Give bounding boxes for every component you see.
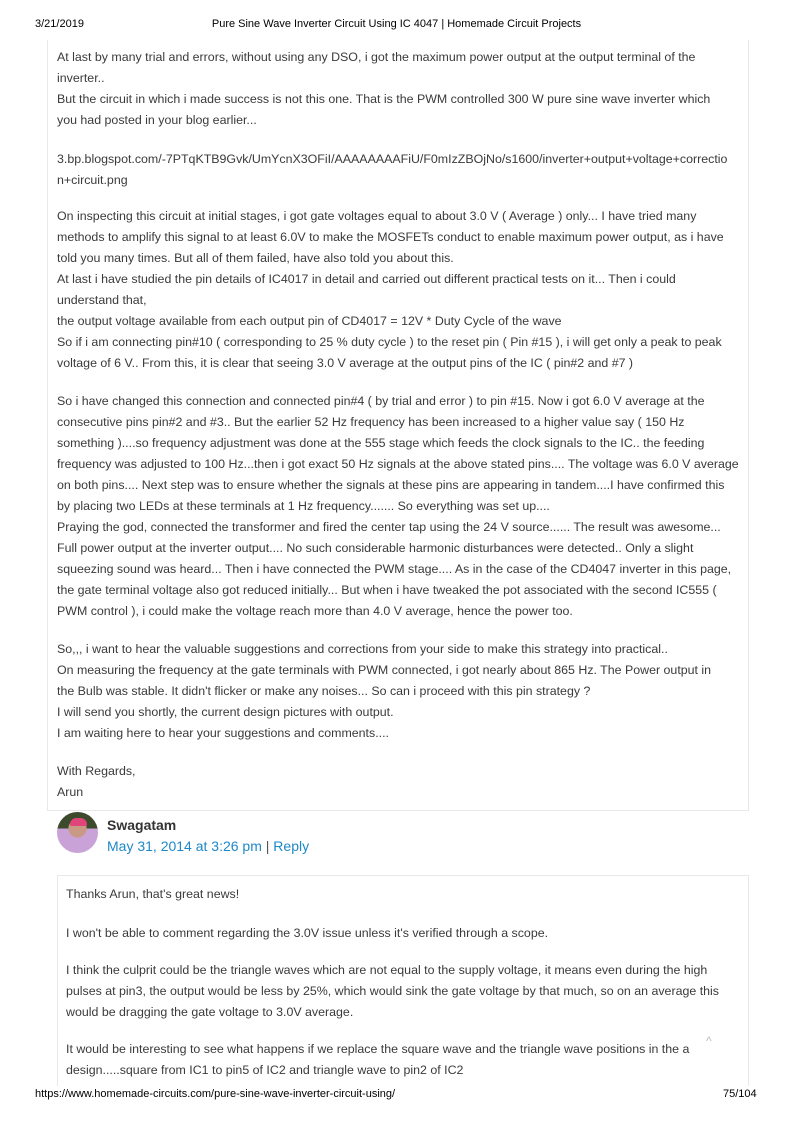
text-line: on both pins.... Next step was to ensure whether the signals at these pins are appearing in tandem....I have confirmed this [57,478,725,492]
text-line: I think the culprit could be the triangle waves which are not equal to the supply voltage, it means even during the high [66,963,708,977]
text-line: So i have changed this connection and connected pin#4 ( by trial and error ) to pin #15. Now i got 6.0 V average at the [57,394,705,408]
text-line: I won't be able to comment regarding the 3.0V issue unless it's verified through a scope. [66,926,549,940]
reply-meta [107,838,309,854]
paragraph [57,639,711,744]
paragraph [57,149,727,191]
text-line: the output voltage available from each output pin of CD4017 = 12V * Duty Cycle of the wave [57,314,562,328]
text-line: design.....square from IC1 to pin5 of IC2 and triangle wave to pin2 of IC2 [66,1063,464,1077]
text-line: the Bulb was stable. It didn't flicker or make any noises... So can i proceed with this pin strategy ? [57,684,591,698]
paragraph [57,391,739,622]
text-line: consecutive pins pin#2 and #3.. But the earlier 52 Hz frequency has been increased to a higher value say ( 150 Hz [57,415,685,429]
text-line: 3.bp.blogspot.com/-7PTqKTB9Gvk/UmYcnX3OFiI/AAAAAAAAFiU/F0mIzZBOjNo/s1600/inverter+output+voltage+correctio [57,152,728,166]
text-line: Full power output at the inverter output.... No such considerable harmonic disturbances were detected.. Only a slight [57,541,694,555]
text-line: With Regards, [57,764,136,778]
reply-link[interactable]: Reply [273,838,310,854]
text-line: pulses at pin3, the output would be less by 25%, which would sink the gate voltage by that much, so on an average this [66,984,719,998]
text-line: would be dragging the gate voltage to 3.0V average. [66,1005,354,1019]
text-line: So,,, i want to hear the valuable suggestions and corrections from your side to make this strategy into practical.. [57,642,668,656]
text-line: something )....so frequency adjustment was done at the 555 stage which feeds the clock signals to the IC.. the feeding [57,436,705,450]
text-line: squeezing sound was heard... Then i have connected the PWM stage.... As in the case of the CD4047 inverter in this page, [57,562,732,576]
paragraph [57,206,724,374]
paragraph [66,1039,689,1081]
print-title: Pure Sine Wave Inverter Circuit Using IC 4047 | Homemade Circuit Projects [211,18,582,30]
text-line: Arun [57,785,84,799]
text-line: frequency was adjusted to 100 Hz...then i got exact 50 Hz signals at the above stated pins.... The voltage was 6.0 V average [57,457,739,471]
text-line: Praying the god, connected the transformer and fired the center tap using the 24 V source...... The result was awesome... [57,520,721,534]
text-line: It would be interesting to see what happens if we replace the square wave and the triangle wave positions in the a [66,1042,690,1056]
text-line: the gate terminal voltage also got reduced initially... But when i have tweaked the pot associated with the second IC555 ( [57,583,717,597]
print-date: 3/21/2019 [35,18,84,30]
text-line: At last i have studied the pin details of IC4017 in detail and carried out different practical tests on it... Then i could [57,272,676,286]
reply-date-link[interactable]: May 31, 2014 at 3:26 pm [107,838,262,854]
print-url: https://www.homemade-circuits.com/pure-sine-wave-inverter-circuit-using/ [35,1088,396,1100]
text-line: I am waiting here to hear your suggestions and comments.... [57,726,389,740]
comment-box [47,40,749,811]
chevron-up-icon[interactable]: ^ [706,1034,712,1048]
text-line: inverter.. [57,71,105,85]
text-line: I will send you shortly, the current design pictures with output. [57,705,394,719]
text-line: On measuring the frequency at the gate terminals with PWM connected, i got nearly about 865 Hz. The Power output in [57,663,712,677]
text-line: told you many times. But all of them failed, have also told you about this. [57,251,454,265]
reply-box [57,875,749,1086]
text-line: voltage of 6 V.. From this, it is clear that seeing 3.0 V average at the output pins of the IC ( pin#2 and #7 ) [57,356,634,370]
text-line: by placing two LEDs at these terminals at 1 Hz frequency....... So everything was set up.... [57,499,550,513]
paragraph [57,761,136,803]
text-line: understand that, [57,293,147,307]
text-line: n+circuit.png [57,173,128,187]
paragraph [57,47,710,131]
text-line: On inspecting this circuit at initial stages, i got gate voltages equal to about 3.0 V ( Average ) only... I have tried many [57,209,697,223]
text-line: But the circuit in which i made success is not this one. That is the PWM controlled 300 W pure sine wave inverter which [57,92,711,106]
paragraph [66,923,548,944]
avatar [57,812,98,853]
text-line: So if i am connecting pin#10 ( corresponding to 25 % duty cycle ) to the reset pin ( Pin #15 ), i will get only a peak to peak [57,335,722,349]
separator: | [265,838,270,854]
text-line: methods to amplify this signal to at least 6.0V to make the MOSFETs conduct to enable maximum power output, as i have [57,230,724,244]
text-line: At last by many trial and errors, without using any DSO, i got the maximum power output at the output terminal of the [57,50,696,64]
text-line: you had posted in your blog earlier... [57,113,257,127]
paragraph [66,960,719,1023]
text-line: PWM control ), i could make the voltage reach more than 4.0 V average, hence the power too. [57,604,573,618]
reply-author: Swagatam [107,817,177,833]
paragraph [66,884,239,905]
text-line: Thanks Arun, that's great news! [66,887,240,901]
print-page-number: 75/104 [723,1088,757,1100]
